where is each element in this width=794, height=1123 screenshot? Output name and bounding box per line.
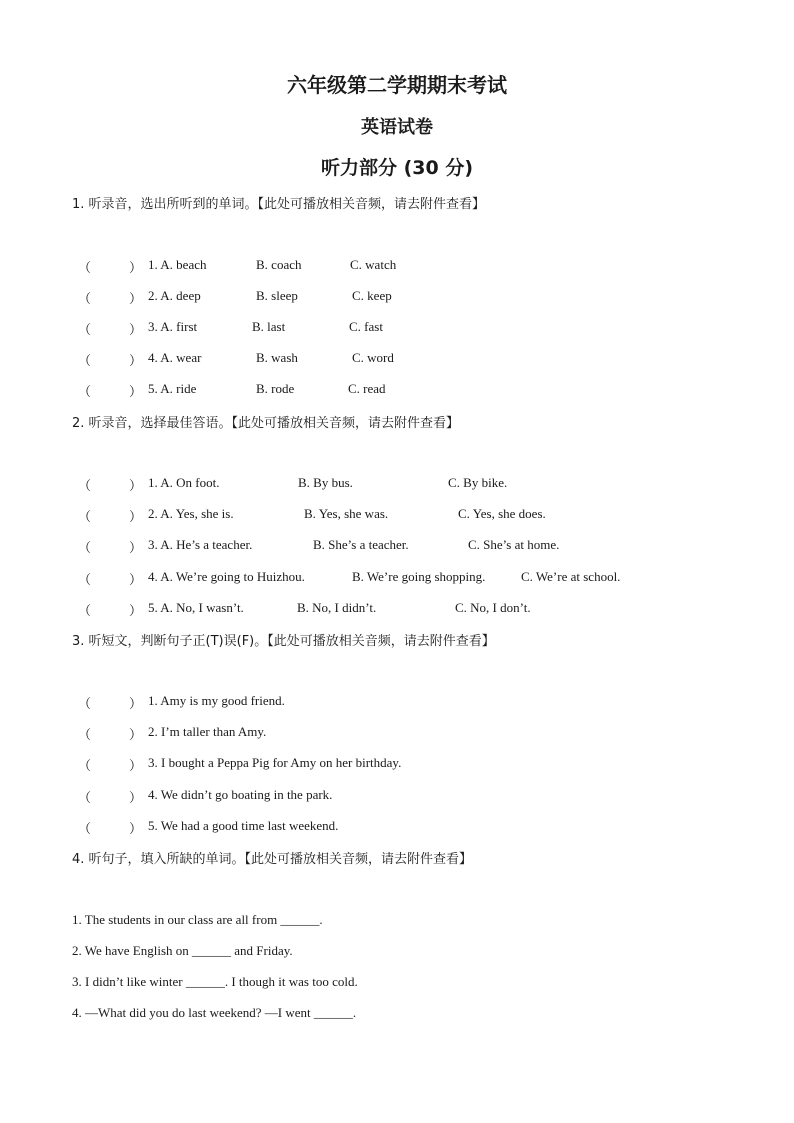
statement-row: [0, 755, 794, 775]
answer-paren-right: ）: [129, 509, 143, 524]
answer-paren-right: ）: [129, 540, 143, 555]
answer-paren-right: ）: [129, 291, 143, 306]
section-4-heading: 4. 听句子，填入所缺的单词。【此处可播放相关音频，请去附件查看】: [72, 852, 473, 867]
option-b: B. No, I didn’t.: [297, 600, 377, 615]
statement-text: 2. I’m taller than Amy.: [148, 724, 267, 739]
statement-row: [0, 724, 794, 744]
option-a: 2. A. Yes, she is.: [148, 506, 234, 521]
answer-paren-right: ）: [129, 478, 143, 493]
answer-paren-right: ）: [129, 727, 143, 742]
answer-paren-left: （: [78, 603, 92, 618]
statement-row: [0, 787, 794, 807]
answer-paren-left: （: [78, 696, 92, 711]
option-a: 3. A. He’s a teacher.: [148, 537, 253, 552]
question-row: [0, 475, 794, 495]
statement-text: 1. Amy is my good friend.: [148, 693, 285, 708]
option-c: C. Yes, she does.: [458, 506, 546, 521]
answer-paren-right: ）: [129, 790, 143, 805]
answer-paren-left: （: [78, 540, 92, 555]
answer-paren-left: （: [78, 291, 92, 306]
answer-paren-left: （: [78, 572, 92, 587]
option-c: C. By bike.: [448, 475, 508, 490]
statement-row: [0, 693, 794, 713]
option-a: 4. A. wear: [148, 350, 202, 365]
option-c: C. keep: [352, 288, 392, 303]
question-row: [0, 506, 794, 526]
option-c: C. word: [352, 350, 394, 365]
question-row: [0, 350, 794, 370]
option-b: B. last: [252, 319, 286, 334]
option-a: 3. A. first: [148, 319, 198, 334]
part-heading: 听力部分 (30 分): [320, 157, 474, 179]
answer-paren-right: ）: [129, 322, 143, 337]
option-c: C. No, I don’t.: [455, 600, 531, 615]
answer-paren-left: （: [78, 509, 92, 524]
option-a: 4. A. We’re going to Huizhou.: [148, 569, 305, 584]
option-a: 1. A. On foot.: [148, 475, 220, 490]
fill-blank-sentence: 2. We have English on ______ and Friday.: [72, 943, 293, 958]
option-b: B. wash: [256, 350, 298, 365]
section-3-heading: 3. 听短文，判断句子正(T)误(F)。【此处可播放相关音频，请去附件查看】: [72, 634, 495, 649]
question-row: [0, 537, 794, 557]
question-row: [0, 569, 794, 589]
option-a: 1. A. beach: [148, 257, 207, 272]
answer-paren-left: （: [78, 727, 92, 742]
answer-paren-right: ）: [129, 572, 143, 587]
answer-paren-right: ）: [129, 758, 143, 773]
option-b: B. Yes, she was.: [304, 506, 389, 521]
answer-paren-right: ）: [129, 384, 143, 399]
answer-paren-left: （: [78, 322, 92, 337]
statement-row: [0, 818, 794, 838]
option-a: 2. A. deep: [148, 288, 201, 303]
answer-paren-right: ）: [129, 696, 143, 711]
statement-text: 4. We didn’t go boating in the park.: [148, 787, 333, 802]
section-1-heading: 1. 听录音，选出所听到的单词。【此处可播放相关音频，请去附件查看】: [72, 197, 486, 212]
option-b: B. By bus.: [298, 475, 353, 490]
option-b: B. coach: [256, 257, 302, 272]
statement-text: 5. We had a good time last weekend.: [148, 818, 339, 833]
exam-title: 六年级第二学期期末考试: [287, 73, 507, 97]
answer-paren-left: （: [78, 353, 92, 368]
option-b: B. We’re going shopping.: [352, 569, 486, 584]
question-row: [0, 600, 794, 620]
fill-blank-sentence: 4. —What did you do last weekend? —I went ______.: [72, 1005, 357, 1020]
option-c: C. fast: [349, 319, 383, 334]
fill-blank-sentence: 3. I didn’t like winter ______. I though it was too cold.: [72, 974, 358, 989]
option-a: 5. A. ride: [148, 381, 197, 396]
answer-paren-left: （: [78, 790, 92, 805]
statement-text: 3. I bought a Peppa Pig for Amy on her birthday.: [148, 755, 402, 770]
answer-paren-right: ）: [129, 353, 143, 368]
exam-subtitle: 英语试卷: [361, 117, 433, 138]
section-2-heading: 2. 听录音，选择最佳答语。【此处可播放相关音频，请去附件查看】: [72, 416, 460, 431]
answer-paren-left: （: [78, 384, 92, 399]
fill-blank-sentence: 1. The students in our class are all from ______.: [72, 912, 323, 927]
option-a: 5. A. No, I wasn’t.: [148, 600, 244, 615]
answer-paren-left: （: [78, 260, 92, 275]
answer-paren-left: （: [78, 758, 92, 773]
answer-paren-left: （: [78, 478, 92, 493]
option-b: B. rode: [256, 381, 295, 396]
option-c: C. watch: [350, 257, 397, 272]
option-c: C. read: [348, 381, 386, 396]
answer-paren-right: ）: [129, 821, 143, 836]
option-b: B. She’s a teacher.: [313, 537, 409, 552]
question-row: [0, 319, 794, 339]
answer-paren-right: ）: [129, 603, 143, 618]
answer-paren-left: （: [78, 821, 92, 836]
option-b: B. sleep: [256, 288, 298, 303]
question-row: [0, 257, 794, 277]
answer-paren-right: ）: [129, 260, 143, 275]
option-c: C. She’s at home.: [468, 537, 560, 552]
question-row: [0, 381, 794, 401]
question-row: [0, 288, 794, 308]
option-c: C. We’re at school.: [521, 569, 621, 584]
